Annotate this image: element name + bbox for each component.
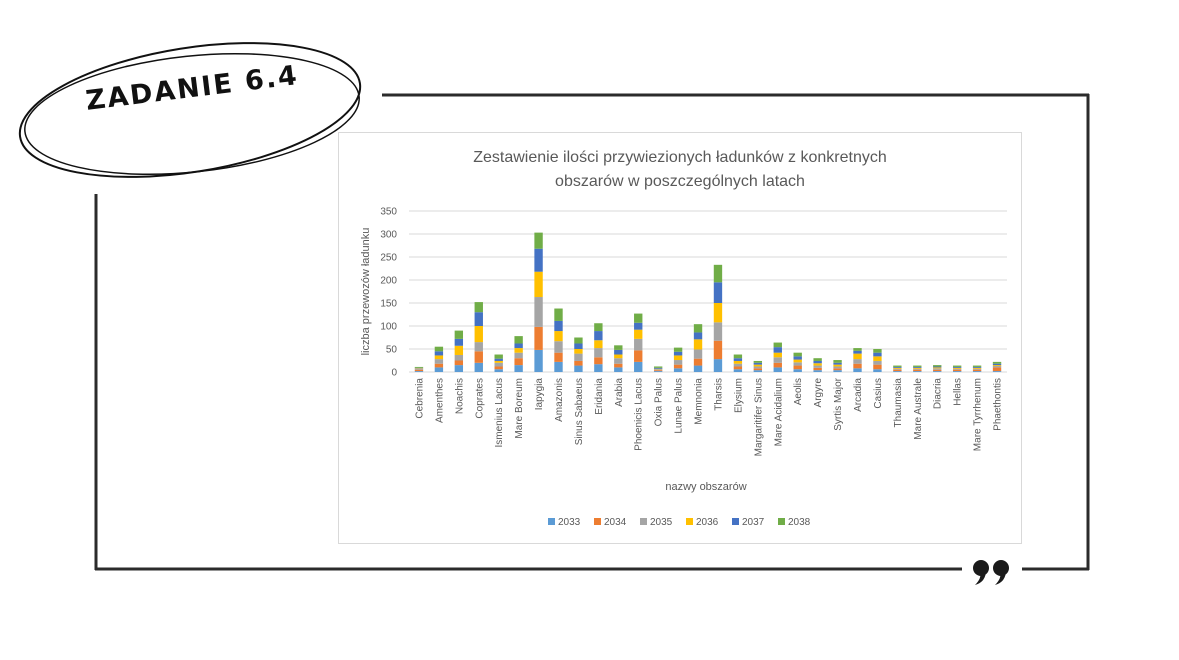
bar-segment: [614, 350, 622, 355]
task-badge-label: ZADANIE 6.4: [84, 60, 301, 117]
legend-swatch: [686, 518, 693, 525]
bar-segment: [873, 349, 881, 353]
x-tick-label: Eridania: [593, 378, 605, 415]
bar-segment: [973, 369, 981, 370]
bar-segment: [514, 336, 522, 343]
bar-segment: [853, 348, 861, 351]
bar-segment: [594, 340, 602, 348]
bar-segment: [973, 371, 981, 372]
bar-segment: [993, 362, 1001, 364]
bar-segment: [534, 297, 542, 327]
bar-segment: [813, 368, 821, 370]
bar-segment: [694, 332, 702, 339]
legend-swatch: [640, 518, 647, 525]
legend-label: 2036: [696, 517, 719, 528]
legend-swatch: [732, 518, 739, 525]
bar-segment: [714, 265, 722, 282]
bar-segment: [435, 359, 443, 364]
bar-segment: [654, 370, 662, 371]
bar-segment: [694, 324, 702, 332]
bar-segment: [475, 326, 483, 342]
bar-segment: [435, 351, 443, 355]
bar-segment: [833, 366, 841, 368]
bar-segment: [993, 371, 1001, 372]
legend-label: 2034: [604, 517, 627, 528]
bar-segment: [873, 369, 881, 372]
bar-segment: [534, 249, 542, 272]
bar-segment: [455, 361, 463, 366]
y-tick-label: 200: [380, 275, 397, 287]
bar-segment: [893, 371, 901, 372]
x-tick-label: Noachis: [454, 378, 466, 415]
bar-segment: [634, 362, 642, 372]
x-tick-label: Mare Acidalium: [773, 378, 785, 447]
bar-segment: [694, 359, 702, 366]
x-tick-label: Tharsis: [713, 378, 725, 411]
bar-segment: [973, 370, 981, 371]
bar-segment: [674, 365, 682, 369]
bar-segment: [953, 369, 961, 370]
x-tick-label: Ismenius Lacus: [494, 378, 506, 448]
x-tick-label: Margaritifer Sinus: [753, 378, 765, 457]
bar-segment: [694, 339, 702, 349]
bar-segment: [674, 368, 682, 372]
bar-segment: [813, 363, 821, 365]
bar-segment: [714, 322, 722, 340]
bar-segment: [554, 331, 562, 341]
bar-segment: [654, 368, 662, 369]
bar-segment: [514, 358, 522, 365]
bar-segment: [833, 360, 841, 363]
bar-segment: [514, 348, 522, 353]
bar-segment: [714, 359, 722, 372]
bar-segment: [455, 339, 463, 346]
bar-segment: [774, 357, 782, 363]
x-tick-label: Mare Tyrrhenum: [972, 378, 984, 452]
bar-segment: [953, 368, 961, 369]
y-tick-label: 150: [380, 298, 397, 310]
bar-segment: [694, 349, 702, 358]
bar-segment: [614, 367, 622, 372]
bar-segment: [993, 365, 1001, 366]
bar-segment: [674, 355, 682, 360]
legend-swatch: [778, 518, 785, 525]
bar-segment: [634, 350, 642, 362]
bar-segment: [674, 352, 682, 356]
bar-segment: [774, 353, 782, 358]
bar-segment: [594, 357, 602, 364]
bar-segment: [933, 367, 941, 368]
bar-segment: [554, 309, 562, 321]
quote-icon: [973, 560, 1009, 585]
bar-segment: [813, 358, 821, 361]
bar-segment: [993, 364, 1001, 365]
bar-segment: [654, 371, 662, 372]
bar-segment: [953, 370, 961, 371]
x-tick-label: Sinus Sabaeus: [573, 378, 585, 446]
bar-segment: [534, 272, 542, 297]
bar-segment: [973, 367, 981, 368]
bar-segment: [754, 366, 762, 368]
bar-segment: [893, 368, 901, 369]
y-tick-label: 350: [380, 206, 397, 218]
bar-segment: [734, 355, 742, 359]
bar-segment: [415, 370, 423, 371]
bar-segment: [933, 370, 941, 371]
x-tick-label: Aeolis: [793, 378, 805, 406]
bar-segment: [614, 345, 622, 350]
bar-segment: [873, 365, 881, 370]
x-tick-label: Mare Boreum: [514, 378, 526, 439]
chart-grid: [380, 207, 1007, 379]
bar-segment: [873, 356, 881, 361]
bar-segment: [495, 363, 503, 367]
bar-segment: [455, 346, 463, 355]
bar-segment: [455, 365, 463, 372]
bar-segment: [435, 355, 443, 359]
x-tick-label: Lunae Palus: [673, 378, 685, 434]
bar-segment: [495, 359, 503, 361]
chart-title-line: Zestawienie ilości przywiezionych ładunków z konkretnych: [473, 149, 887, 166]
chart-bars: [415, 233, 1001, 372]
x-tick-label: Iapygia: [534, 378, 546, 411]
bar-segment: [873, 361, 881, 365]
bar-segment: [634, 339, 642, 351]
x-tick-label: Cebrenia: [414, 378, 426, 419]
bar-segment: [913, 367, 921, 368]
bar-segment: [734, 369, 742, 372]
bar-segment: [794, 360, 802, 363]
bar-segment: [993, 366, 1001, 367]
bar-segment: [554, 341, 562, 353]
bar-segment: [794, 362, 802, 365]
bar-segment: [853, 351, 861, 354]
y-tick-label: 100: [380, 321, 397, 333]
bar-segment: [833, 370, 841, 372]
bar-segment: [534, 233, 542, 249]
bar-segment: [893, 369, 901, 370]
x-tick-label: Memnonia: [693, 378, 705, 425]
bar-segment: [495, 366, 503, 369]
bar-segment: [495, 361, 503, 363]
bar-segment: [415, 367, 423, 368]
bar-segment: [495, 369, 503, 372]
bar-segment: [973, 366, 981, 367]
legend-label: 2038: [788, 517, 811, 528]
bar-segment: [534, 350, 542, 372]
y-tick-label: 250: [380, 252, 397, 264]
bar-segment: [594, 348, 602, 357]
bar-segment: [953, 366, 961, 367]
x-tick-label: Casius: [872, 378, 884, 409]
y-tick-label: 0: [391, 367, 397, 379]
bar-segment: [654, 369, 662, 370]
x-tick-label: Phoenicis Lacus: [633, 378, 645, 451]
bar-segment: [813, 366, 821, 368]
bar-segment: [774, 363, 782, 368]
bar-segment: [554, 353, 562, 362]
bar-segment: [534, 327, 542, 350]
bar-segment: [754, 370, 762, 372]
bar-segment: [794, 356, 802, 359]
bar-segment: [833, 365, 841, 367]
chart-legend: [548, 517, 811, 528]
bar-segment: [853, 368, 861, 372]
bar-segment: [754, 365, 762, 367]
bar-segment: [754, 361, 762, 363]
bar-segment: [993, 367, 1001, 371]
bar-segment: [833, 363, 841, 365]
bar-segment: [754, 368, 762, 370]
bar-segment: [475, 302, 483, 312]
bar-segment: [574, 354, 582, 361]
x-tick-label: Coprates: [474, 378, 486, 419]
x-axis-label: nazwy obszarów: [665, 481, 747, 493]
bar-segment: [853, 354, 861, 360]
bar-segment: [813, 361, 821, 363]
bar-segment: [953, 367, 961, 368]
bar-segment: [574, 338, 582, 344]
bar-segment: [893, 367, 901, 368]
bar-segment: [415, 369, 423, 370]
chart-card: [338, 132, 1022, 544]
x-tick-label: Argyre: [813, 378, 825, 408]
bar-segment: [853, 364, 861, 369]
bar-segment: [495, 355, 503, 359]
y-tick-label: 300: [380, 229, 397, 241]
bar-segment: [614, 358, 622, 364]
bar-segment: [873, 353, 881, 357]
bar-segment: [973, 368, 981, 369]
bar-segment: [734, 364, 742, 367]
bar-segment: [594, 364, 602, 372]
bar-segment: [853, 359, 861, 364]
bar-segment: [475, 363, 483, 372]
bar-segment: [833, 368, 841, 370]
bar-segment: [694, 366, 702, 372]
x-tick-label: Diacria: [932, 378, 944, 410]
bar-segment: [953, 371, 961, 372]
bar-segment: [634, 330, 642, 339]
x-tick-label: Syrtis Major: [833, 378, 845, 431]
bar-segment: [734, 361, 742, 364]
bar-segment: [415, 371, 423, 372]
bar-segment: [794, 369, 802, 372]
bar-segment: [574, 349, 582, 354]
bar-segment: [514, 365, 522, 372]
x-tick-label: Oxia Palus: [653, 378, 665, 427]
bar-segment: [475, 342, 483, 351]
chart-title: [473, 149, 887, 190]
x-tick-labels: [414, 377, 1003, 456]
y-tick-label: 50: [385, 344, 397, 356]
bar-segment: [574, 343, 582, 349]
chart-title-line: obszarów w poszczególnych latach: [555, 173, 805, 190]
bar-segment: [913, 370, 921, 371]
bar-segment: [574, 366, 582, 372]
bar-segment: [813, 370, 821, 372]
bar-segment: [674, 348, 682, 352]
badge-oval-2: [19, 39, 365, 189]
bar-segment: [654, 366, 662, 367]
bar-segment: [933, 365, 941, 366]
x-tick-label: Amenthes: [434, 378, 446, 424]
bar-segment: [594, 331, 602, 340]
bar-segment: [475, 312, 483, 326]
bar-segment: [774, 367, 782, 372]
bar-segment: [933, 368, 941, 369]
bar-segment: [714, 282, 722, 303]
x-tick-label: Hellas: [952, 378, 964, 406]
bar-segment: [514, 353, 522, 359]
x-tick-label: Amazonis: [554, 378, 565, 422]
x-tick-label: Arabia: [613, 378, 625, 407]
bar-segment: [554, 321, 562, 331]
bar-segment: [554, 362, 562, 372]
legend-label: 2037: [742, 517, 765, 528]
bar-segment: [933, 366, 941, 367]
bar-segment: [514, 343, 522, 348]
x-tick-label: Thaumasia: [892, 378, 904, 428]
y-axis-label: liczba przewozów ładunku: [360, 227, 372, 356]
bar-segment: [734, 358, 742, 361]
bar-segment: [794, 366, 802, 370]
legend-label: 2035: [650, 517, 673, 528]
bar-segment: [634, 323, 642, 330]
bar-segment: [754, 363, 762, 365]
bar-segment: [475, 351, 483, 363]
bar-segment: [435, 367, 443, 372]
bar-segment: [574, 361, 582, 366]
bar-segment: [714, 341, 722, 359]
x-tick-label: Phaethontis: [992, 378, 1004, 431]
bar-segment: [893, 366, 901, 367]
bar-segment: [893, 370, 901, 371]
x-tick-label: Elysium: [733, 378, 745, 414]
bar-segment: [913, 369, 921, 370]
bar-segment: [634, 314, 642, 323]
bar-segment: [734, 366, 742, 369]
legend-swatch: [594, 518, 601, 525]
x-tick-label: Mare Australe: [912, 378, 924, 440]
badge-oval: [10, 22, 369, 198]
bar-segment: [614, 355, 622, 359]
bar-segment: [455, 355, 463, 361]
bar-segment: [594, 323, 602, 331]
bar-segment: [774, 347, 782, 353]
x-tick-label: Arcadia: [853, 378, 864, 412]
bar-segment: [674, 360, 682, 365]
bar-segment: [774, 343, 782, 348]
bar-segment: [794, 353, 802, 357]
bar-segment: [455, 331, 463, 339]
legend-label: 2033: [558, 517, 581, 528]
stacked-bar-chart: [339, 133, 1021, 543]
bar-segment: [913, 366, 921, 367]
bar-segment: [933, 371, 941, 372]
bar-segment: [435, 347, 443, 352]
bar-segment: [435, 364, 443, 368]
bar-segment: [913, 371, 921, 372]
bar-segment: [913, 368, 921, 369]
legend-swatch: [548, 518, 555, 525]
bar-segment: [614, 364, 622, 368]
bar-segment: [714, 303, 722, 322]
